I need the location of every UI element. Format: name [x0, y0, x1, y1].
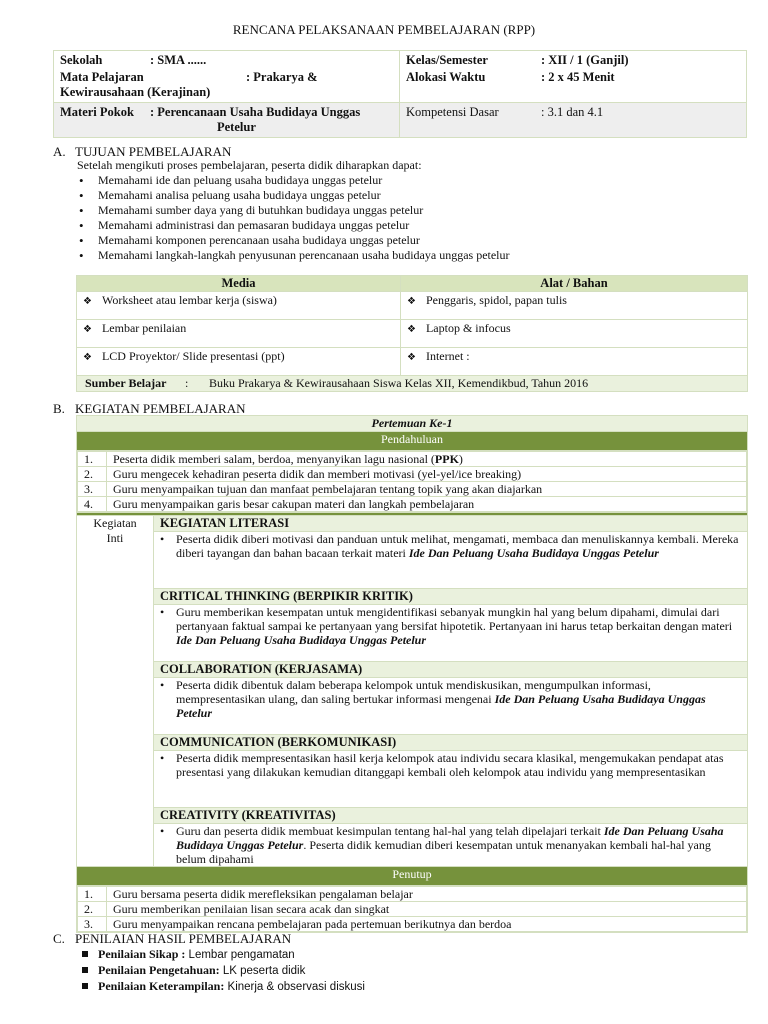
alokasi-label: Alokasi Waktu: [406, 70, 486, 84]
penilaian-item: [77, 978, 365, 994]
list-item: [78, 452, 747, 467]
penilaian-label: Penilaian Pengetahuan:: [98, 963, 220, 977]
penutup-list: [77, 886, 747, 932]
item-number: 2.: [78, 902, 107, 917]
inti-section-text: • Guru memberikan kesempatan untuk mengidentifikasi sebanyak mungkin hal yang belum dipahami, dimulai dari pertanyaan faktual sampai ke pertanyaan yang bersifat hipotetik. Pertanyaan ini harus tetap berkaitan dengan materi Ide Dan Peluang Usaha Budidaya Unggas Petelur: [154, 605, 748, 662]
page-title: RENCANA PELAKSANAAN PEMBELAJARAN (RPP): [232, 22, 536, 37]
item-number: 2.: [78, 467, 107, 482]
kegiatan-inti-label: Kegiatan Inti: [77, 516, 154, 867]
media-item: Worksheet atau lembar kerja (siswa): [101, 293, 277, 307]
inti-section: [77, 589, 748, 605]
item-text: Guru memberikan penilaian lisan secara acak dan singkat: [113, 902, 390, 916]
diamond-bullet-icon: ❖: [407, 324, 416, 335]
section-a-heading: A. TUJUAN PEMBELAJARAN: [53, 144, 232, 159]
penilaian-value: Kinerja & observasi diskusi: [224, 981, 365, 993]
alat-item: Laptop & infocus: [425, 321, 511, 335]
pendahuluan-list: [77, 451, 747, 512]
materi-label: Materi Pokok: [60, 105, 134, 119]
mapel-value: : Prakarya &: [246, 70, 318, 84]
kelas-label: Kelas/Semester: [406, 53, 488, 67]
materi-value: : Perencanaan Usaha Budidaya Unggas: [150, 105, 361, 119]
section-c-heading: C. PENILAIAN HASIL PEMBELAJARAN: [53, 931, 292, 946]
section-c-title: PENILAIAN HASIL PEMBELAJARAN: [75, 931, 292, 946]
materi-value-2: Petelur: [217, 120, 256, 134]
identity-table: [53, 50, 747, 138]
media-table: [76, 275, 748, 392]
list-item: [78, 482, 747, 497]
tujuan-item: • Memahami analisa peluang usaha budidaya unggas petelur: [77, 188, 510, 203]
alokasi-value: : 2 x 45 Menit: [541, 70, 615, 84]
list-item: [78, 902, 747, 917]
media-header: Media: [77, 276, 401, 292]
tujuan-item: • Memahami komponen perencanaan usaha budidaya unggas petelur: [77, 233, 510, 248]
list-item: [78, 467, 747, 482]
media-row: [77, 320, 748, 348]
kelas-value: : XII / 1 (Ganjil): [541, 53, 629, 67]
penilaian-label: Penilaian Keterampilan:: [98, 979, 225, 993]
tujuan-intro: Setelah mengikuti proses pembelajaran, peserta didik diharapkan dapat:: [77, 158, 422, 172]
diamond-bullet-icon: ❖: [407, 296, 416, 307]
diamond-bullet-icon: ❖: [407, 352, 416, 363]
media-row: [77, 292, 748, 320]
materi-emphasis: Ide Dan Peluang Usaha Budidaya Unggas Petelur: [176, 824, 724, 852]
materi-emphasis: Ide Dan Peluang Usaha Budidaya Unggas Petelur: [408, 546, 659, 560]
sumber-colon: :: [185, 376, 189, 390]
item-text: Peserta didik memberi salam, berdoa, menyanyikan lagu nasional (: [113, 452, 435, 466]
inti-section-title: COMMUNICATION (BERKOMUNIKASI): [154, 735, 748, 751]
diamond-bullet-icon: ❖: [83, 324, 92, 335]
kegiatan-table: [76, 415, 748, 933]
item-end: ): [458, 452, 463, 466]
materi-emphasis: Ide Dan Peluang Usaha Budidaya Unggas Petelur: [176, 692, 706, 720]
inti-section-title: CRITICAL THINKING (BERPIKIR KRITIK): [154, 589, 748, 605]
diamond-bullet-icon: ❖: [83, 352, 92, 363]
inti-section-title: CREATIVITY (KREATIVITAS): [154, 808, 748, 824]
tujuan-item: • Memahami sumber daya yang di butuhkan budidaya unggas petelur: [77, 203, 510, 218]
inti-section: [77, 662, 748, 678]
penilaian-value: LK peserta didik: [219, 965, 306, 977]
item-number: 3.: [78, 917, 107, 932]
media-row: [77, 348, 748, 376]
materi-emphasis: Ide Dan Peluang Usaha Budidaya Unggas Petelur: [176, 633, 427, 647]
mapel-value-2: Kewirausahaan (Kerajinan): [60, 85, 211, 99]
inti-section-text: • Guru dan peserta didik membuat kesimpulan tentang hal-hal yang telah dipelajari terkait Ide Dan Peluang Usaha Budidaya Unggas Petelur. Peserta didik kemudian diberi kesempatan untuk menanyakan kembali hal-hal yang belum dipahami: [154, 824, 748, 867]
item-number: 3.: [78, 482, 107, 497]
kd-value: : 3.1 dan 4.1: [541, 105, 604, 119]
section-a-title: TUJUAN PEMBELAJARAN: [75, 144, 232, 159]
media-item: Lembar penilaian: [101, 321, 187, 335]
item-text: Guru mengecek kehadiran peserta didik dan memberi motivasi (yel-yel/ice breaking): [113, 467, 522, 481]
item-text: Guru menyampaikan garis besar cakupan materi dan langkah pembelajaran: [113, 497, 475, 511]
inti-section-title: KEGIATAN LITERASI: [154, 516, 748, 532]
penutup-band: Penutup: [77, 867, 748, 886]
penilaian-value: Lembar pengamatan: [185, 949, 295, 961]
media-item: LCD Proyektor/ Slide presentasi (ppt): [101, 349, 285, 363]
item-text: Guru bersama peserta didik merefleksikan pengalaman belajar: [113, 887, 413, 901]
inti-section: [77, 516, 748, 532]
penilaian-item: [77, 962, 365, 978]
inti-section: [77, 735, 748, 751]
list-item: [78, 887, 747, 902]
list-item: [78, 917, 747, 932]
tujuan-item: • Memahami administrasi dan pemasaran budidaya unggas petelur: [77, 218, 510, 233]
penilaian-label: Penilaian Sikap :: [98, 947, 186, 961]
list-item: [78, 497, 747, 512]
pertemuan-label: Pertemuan Ke-1: [77, 416, 748, 432]
tujuan-item: • Memahami ide dan peluang usaha budidaya unggas petelur: [77, 173, 510, 188]
item-text: Guru menyampaikan rencana pembelajaran pada pertemuan berikutnya dan berdoa: [113, 917, 512, 931]
kd-label: Kompetensi Dasar: [406, 105, 499, 119]
tujuan-item: • Memahami langkah-langkah penyusunan perencanaan usaha budidaya unggas petelur: [77, 248, 510, 263]
alat-item: Penggaris, spidol, papan tulis: [425, 293, 567, 307]
sumber-value: Buku Prakarya & Kewirausahaan Siswa Kelas XII, Kemendikbud, Tahun 2016: [209, 376, 589, 390]
sekolah-label: Sekolah: [60, 53, 103, 67]
inti-section-title: COLLABORATION (KERJASAMA): [154, 662, 748, 678]
sumber-label: Sumber Belajar: [85, 376, 167, 390]
section-b-title: KEGIATAN PEMBELAJARAN: [75, 401, 246, 416]
mapel-label: Mata Pelajaran: [60, 70, 144, 84]
diamond-bullet-icon: ❖: [83, 296, 92, 307]
sekolah-value: : SMA ......: [150, 53, 207, 67]
item-text: Guru menyampaikan tujuan dan manfaat pembelajaran tentang topik yang akan diajarkan: [113, 482, 543, 496]
inti-section-text: • Peserta didik diberi motivasi dan panduan untuk melihat, mengamati, membaca dan menuliskannya kembali. Mereka diberi tayangan dan bahan bacaan terkait materi Ide Dan Peluang Usaha Budidaya Unggas Petelur: [154, 532, 748, 589]
inti-section-text: • Peserta didik dibentuk dalam beberapa kelompok untuk mendiskusikan, mengumpulkan informasi, mempresentasikan ulang, dan saling bertukar informasi mengenai Ide Dan Peluang Usaha Budidaya Unggas Petelur: [154, 678, 748, 735]
alat-header: Alat / Bahan: [401, 276, 748, 292]
penilaian-item: [77, 946, 365, 962]
item-number: 4.: [78, 497, 107, 512]
penilaian-list: [77, 946, 365, 994]
alat-item: Internet :: [425, 349, 470, 363]
item-number: 1.: [78, 452, 107, 467]
pendahuluan-band: Pendahuluan: [77, 432, 748, 451]
item-bold: PPK: [434, 452, 459, 466]
item-number: 1.: [78, 887, 107, 902]
inti-section-text: • Peserta didik mempresentasikan hasil kerja kelompok atau individu secara klasikal, mengemukakan pendapat atas presentasi yang dilakukan kemudian ditanggapi kembali oleh kelompok atau individu yang mempresentasikan: [154, 751, 748, 808]
tujuan-list: [77, 173, 510, 263]
section-b-heading: B. KEGIATAN PEMBELAJARAN: [53, 401, 246, 416]
inti-section: [77, 808, 748, 824]
